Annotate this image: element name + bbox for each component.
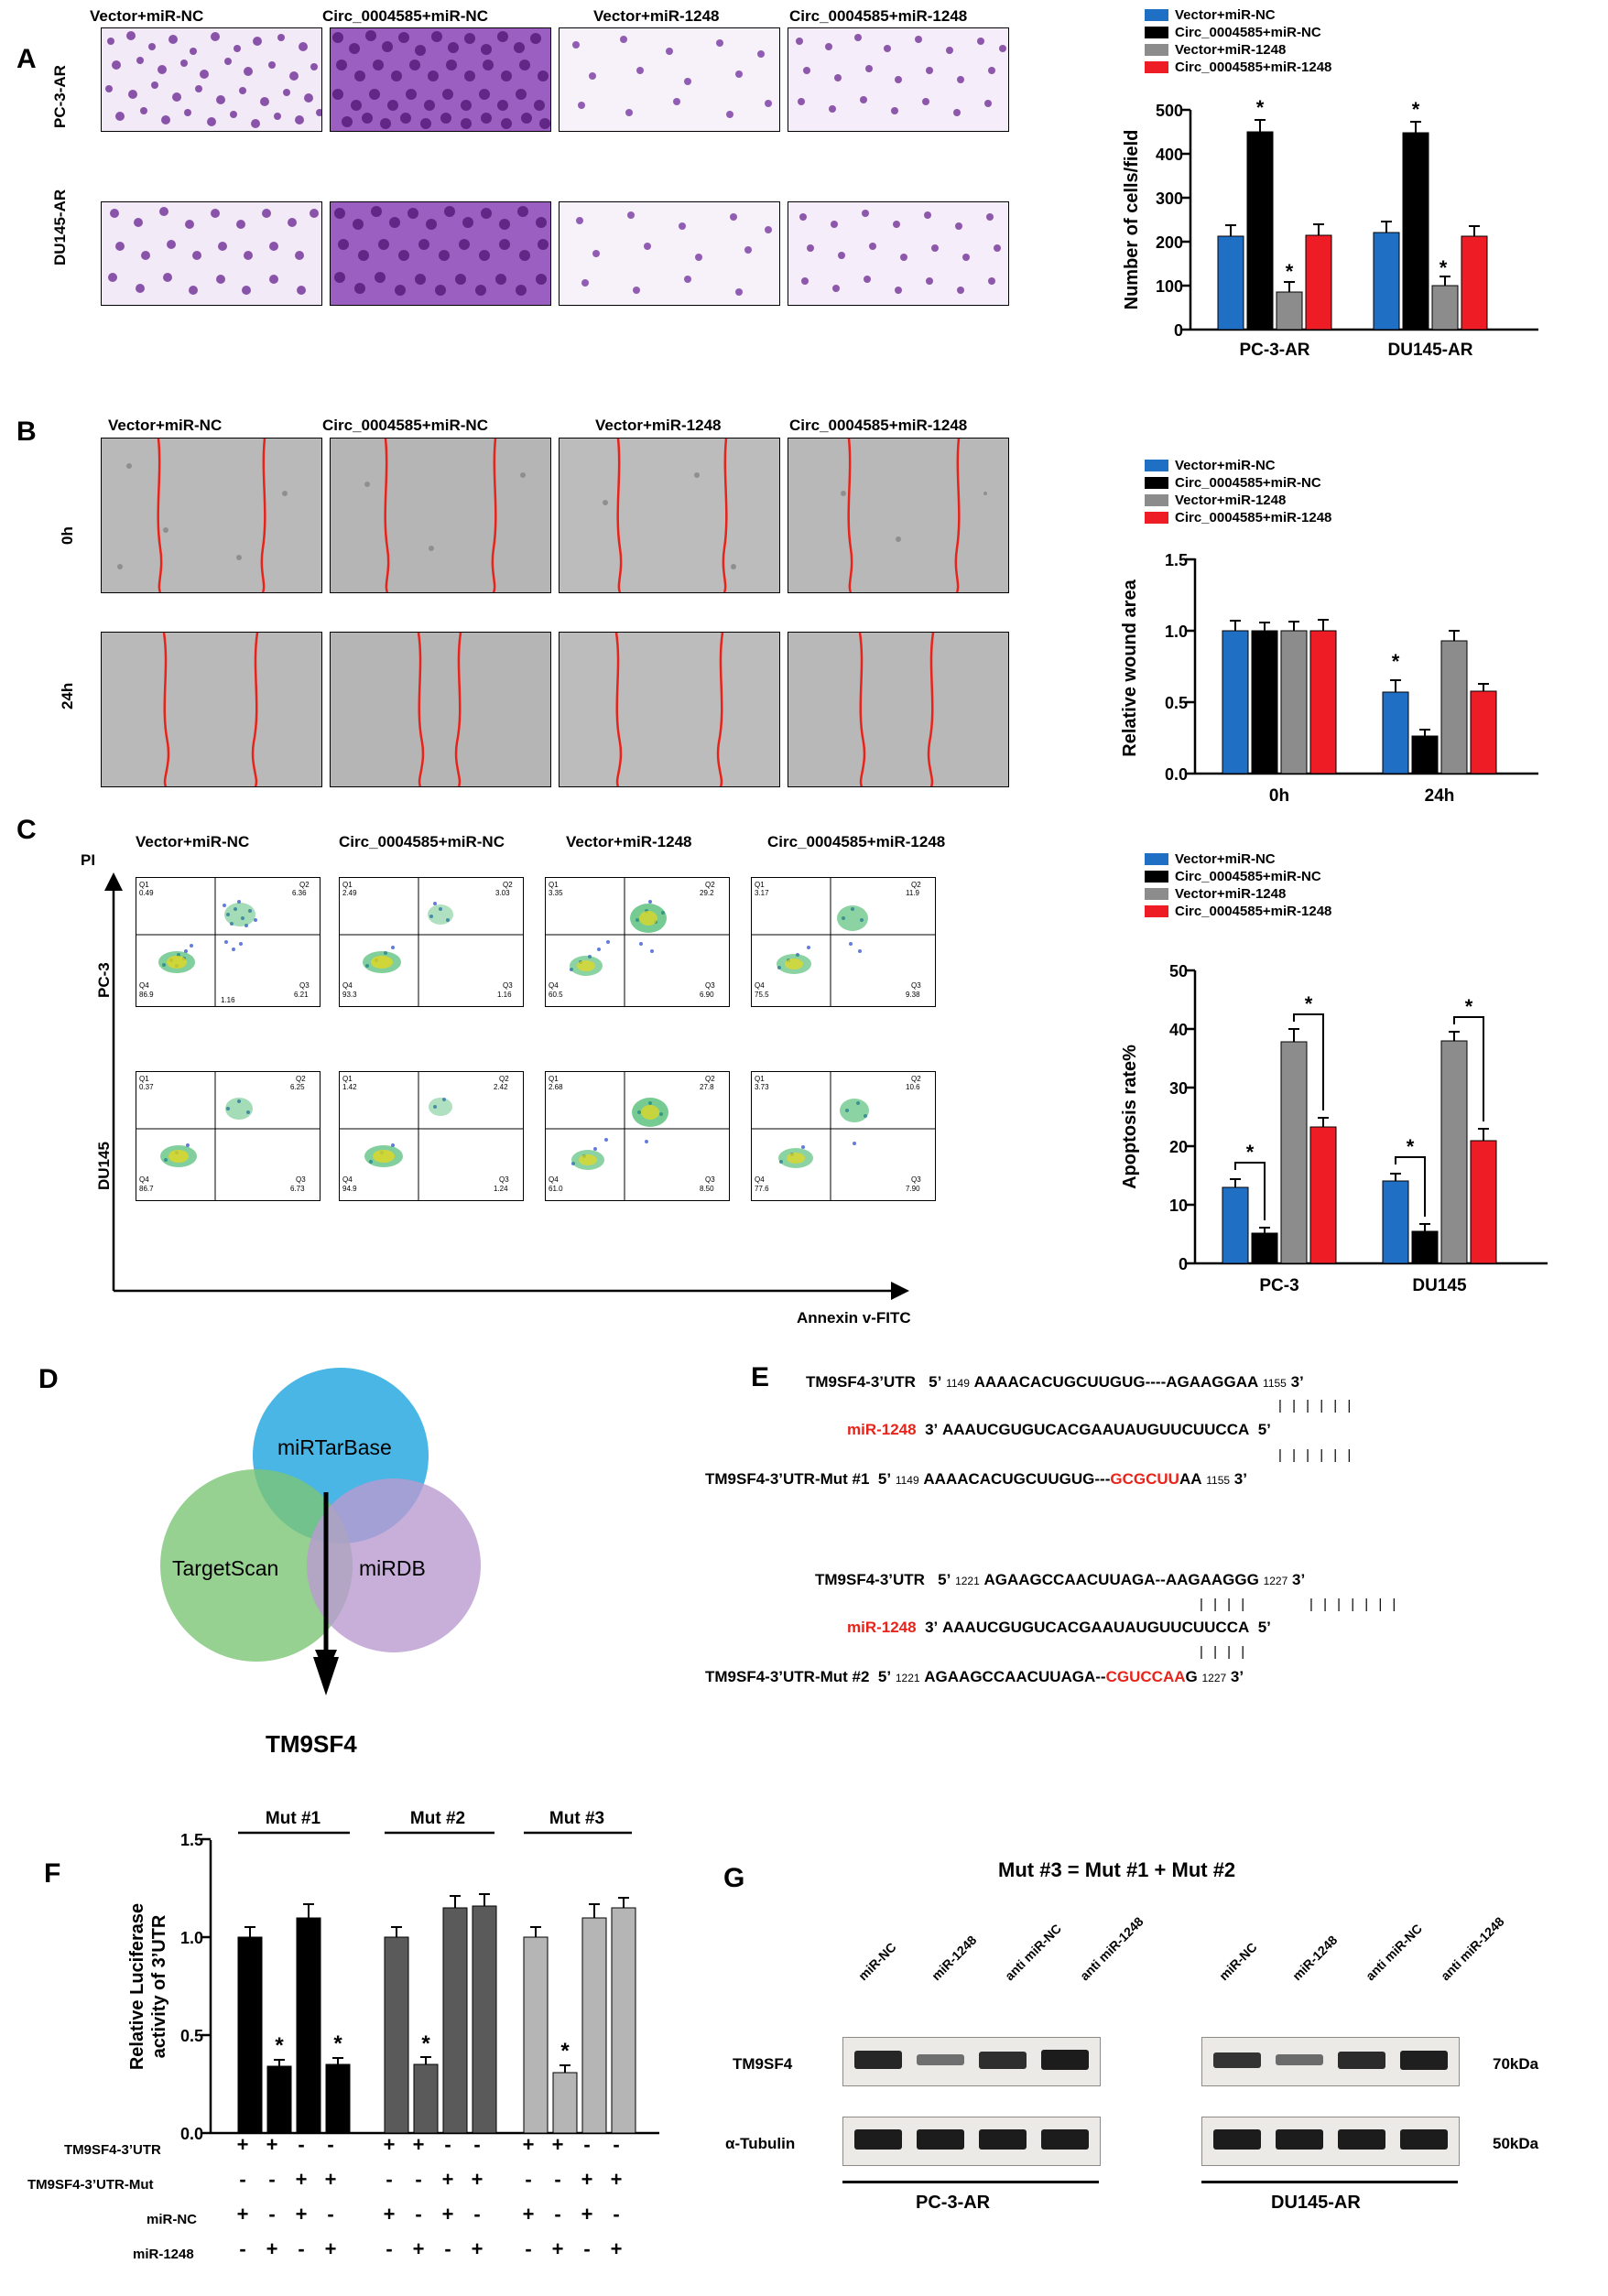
svg-text:*: * <box>275 2033 284 2058</box>
svg-text:Relative wound area: Relative wound area <box>1120 579 1140 757</box>
panelC-col-label-3: Vector+miR-1248 <box>566 833 692 850</box>
svg-text:-: - <box>525 2237 532 2260</box>
panelC-legend <box>1145 851 1331 921</box>
svg-text:*: * <box>1304 992 1313 1015</box>
panelA-image-pc3-vector-mir1248 <box>559 27 780 132</box>
svg-text:1.5: 1.5 <box>1164 551 1188 569</box>
svg-text:-: - <box>239 2168 246 2191</box>
svg-text:0: 0 <box>1178 1255 1188 1273</box>
svg-text:400: 400 <box>1155 146 1183 164</box>
svg-text:*: * <box>1464 995 1473 1018</box>
svg-text:8.50: 8.50 <box>700 1185 714 1193</box>
svg-text:+: + <box>551 2133 564 2156</box>
panelB-image-0h-3 <box>559 438 780 593</box>
svg-text:2.49: 2.49 <box>342 889 357 897</box>
svg-text:-: - <box>473 2133 481 2156</box>
panelG-lane-label-left-3: anti miR-NC <box>1002 1921 1064 1984</box>
panelB-image-24h-4 <box>788 632 1009 787</box>
legend-swatch-g1 <box>1145 9 1168 21</box>
svg-text:77.6: 77.6 <box>755 1185 769 1193</box>
svg-text:1.16: 1.16 <box>221 996 235 1004</box>
panelE-pairing-2: | | | | | | <box>1278 1447 1354 1463</box>
svg-text:20: 20 <box>1168 1138 1188 1156</box>
svg-text:+: + <box>551 2237 564 2260</box>
panelA-image-pc3-vector-mirnc <box>101 27 322 132</box>
svg-text:+: + <box>581 2168 593 2191</box>
svg-text:9.38: 9.38 <box>906 991 920 999</box>
svg-text:+: + <box>610 2237 623 2260</box>
svg-text:Q1: Q1 <box>755 1075 765 1083</box>
panel-letter-c: C <box>16 815 37 845</box>
svg-text:*: * <box>1439 256 1448 279</box>
svg-text:61.0: 61.0 <box>549 1185 563 1193</box>
svg-text:*: * <box>1411 98 1420 121</box>
svg-text:+: + <box>266 2237 278 2260</box>
panelC-flow-pc3-4 <box>751 877 936 1007</box>
legend-label-g3: Vector+miR-1248 <box>1175 42 1287 58</box>
legend-label-g1: Vector+miR-NC <box>1175 851 1276 867</box>
legend-swatch-g2 <box>1145 27 1168 38</box>
svg-text:Q1: Q1 <box>755 881 765 889</box>
panelC-col-label-1: Vector+miR-NC <box>136 833 250 850</box>
svg-text:+: + <box>522 2133 535 2156</box>
svg-text:activity of 3’UTR: activity of 3’UTR <box>149 1914 169 2059</box>
svg-text:*: * <box>333 2031 342 2056</box>
svg-text:-: - <box>525 2168 532 2191</box>
panelC-flow-pc3-1 <box>136 877 321 1007</box>
panelE-pairing-1: | | | | | | <box>1278 1398 1354 1413</box>
panelC-col-label-2: Circ_0004585+miR-NC <box>339 833 505 850</box>
panelG-lane-label-left-2: miR-1248 <box>929 1932 980 1984</box>
svg-text:-: - <box>298 2133 305 2156</box>
panelG-lane-label-right-3: anti miR-NC <box>1363 1921 1425 1984</box>
svg-text:-: - <box>298 2237 305 2260</box>
panelB-image-0h-1 <box>101 438 322 593</box>
svg-text:1.16: 1.16 <box>497 991 512 999</box>
legend-swatch-g3 <box>1145 494 1168 506</box>
svg-text:10: 10 <box>1168 1197 1188 1215</box>
svg-text:+: + <box>324 2168 337 2191</box>
svg-text:+: + <box>441 2168 454 2191</box>
svg-text:Q2: Q2 <box>911 881 921 889</box>
svg-text:Q3: Q3 <box>911 981 921 990</box>
panelA-image-pc3-circ-mirnc <box>330 27 551 132</box>
svg-text:Q4: Q4 <box>139 981 149 990</box>
panelA-row-label-2: DU145-AR <box>51 189 69 265</box>
panelF-row-label-3: miR-NC <box>147 2212 197 2227</box>
panelD-venn <box>101 1355 540 1744</box>
svg-text:94.9: 94.9 <box>342 1185 357 1193</box>
svg-text:Q4: Q4 <box>139 1175 149 1184</box>
panelE-row-mut2: TM9SF4-3’UTR-Mut #2 5’ 1221 AGAAGCCAACUUAGA--CGUCCAAG 1227 3’ <box>705 1668 1244 1685</box>
panelC-row-label-pc3: PC-3 <box>95 962 113 998</box>
svg-text:Q3: Q3 <box>503 981 513 990</box>
panelA-image-pc3-circ-mir1248 <box>788 27 1009 132</box>
panelE-row-utr-1: TM9SF4-3’UTR 5’ 1149 AAAACACUGCUUGUG----AGAAGGAA 1155 3’ <box>806 1373 1304 1391</box>
svg-text:Q3: Q3 <box>299 981 310 990</box>
svg-text:Q2: Q2 <box>503 881 513 889</box>
svg-text:Mut #2: Mut #2 <box>409 1809 466 1828</box>
svg-text:Q2: Q2 <box>296 1075 306 1083</box>
panelD-result-label: TM9SF4 <box>266 1730 357 1758</box>
panelC-axis-y-label: PI <box>81 851 96 869</box>
panelB-image-24h-2 <box>330 632 551 787</box>
panelC-bar-chart <box>1081 934 1593 1305</box>
legend-swatch-g4 <box>1145 512 1168 524</box>
svg-text:Q4: Q4 <box>342 981 353 990</box>
svg-text:Q4: Q4 <box>755 981 765 990</box>
panelG-blot-tm9sf4-left <box>842 2037 1101 2086</box>
panelG-lane-label-left-1: miR-NC <box>855 1939 899 1984</box>
panelE-row-utr-2: TM9SF4-3’UTR 5’ 1221 AGAAGCCAACUUAGA--AAGAAGGG 1227 3’ <box>815 1571 1306 1588</box>
svg-text:2.42: 2.42 <box>494 1083 508 1091</box>
legend-label-g2: Circ_0004585+miR-NC <box>1175 869 1321 884</box>
panelG-underline-right <box>1201 2181 1458 2183</box>
svg-text:Mut #1: Mut #1 <box>265 1809 321 1828</box>
svg-text:6.36: 6.36 <box>292 889 307 897</box>
svg-text:Q2: Q2 <box>299 881 310 889</box>
panel-letter-a: A <box>16 44 37 74</box>
svg-text:Q3: Q3 <box>296 1175 306 1184</box>
panelC-axis-x-label: Annexin v-FITC <box>797 1309 911 1327</box>
svg-text:7.90: 7.90 <box>906 1185 920 1193</box>
svg-text:Q4: Q4 <box>342 1175 353 1184</box>
svg-text:-: - <box>554 2203 561 2226</box>
panelG-lane-label-left-4: anti miR-1248 <box>1077 1913 1146 1984</box>
svg-text:Q2: Q2 <box>705 881 715 889</box>
panelA-image-du145-vector-mirnc <box>101 201 322 306</box>
svg-text:-: - <box>268 2168 276 2191</box>
panel-letter-g: G <box>723 1863 745 1893</box>
panelG-mw-50: 50kDa <box>1493 2135 1539 2152</box>
svg-text:Q2: Q2 <box>499 1075 509 1083</box>
panel-letter-e: E <box>751 1362 770 1392</box>
panelG-blot-tubulin-left <box>842 2117 1101 2166</box>
svg-text:10.6: 10.6 <box>906 1083 920 1091</box>
svg-text:Q3: Q3 <box>705 981 715 990</box>
panelD-set-targetscan: TargetScan <box>172 1556 279 1580</box>
panelA-row-label-1: PC-3-AR <box>51 65 69 128</box>
panelG-title: Mut #3 = Mut #1 + Mut #2 <box>998 1858 1236 1881</box>
panelB-image-0h-2 <box>330 438 551 593</box>
svg-text:-: - <box>415 2203 422 2226</box>
panelG-protein-label-tm9sf4: TM9SF4 <box>733 2055 793 2073</box>
svg-text:2.68: 2.68 <box>549 1083 563 1091</box>
panelC-flow-du145-2 <box>339 1071 524 1201</box>
legend-label-g1: Vector+miR-NC <box>1175 458 1276 473</box>
panelA-image-du145-vector-mir1248 <box>559 201 780 306</box>
legend-label-g2: Circ_0004585+miR-NC <box>1175 475 1321 491</box>
panelC-flow-pc3-3 <box>545 877 730 1007</box>
svg-text:0.0: 0.0 <box>179 2125 203 2143</box>
svg-text:*: * <box>1406 1135 1415 1158</box>
panelA-image-du145-circ-mir1248 <box>788 201 1009 306</box>
panelG-underline-left <box>842 2181 1099 2183</box>
svg-text:-: - <box>386 2168 393 2191</box>
svg-text:+: + <box>324 2237 337 2260</box>
svg-text:Q2: Q2 <box>705 1075 715 1083</box>
svg-text:Apoptosis rate%: Apoptosis rate% <box>1120 1045 1140 1189</box>
panelA-col-label-3: Vector+miR-1248 <box>593 7 720 25</box>
panel-letter-d: D <box>38 1364 59 1394</box>
panelB-col-label-1: Vector+miR-NC <box>108 417 223 434</box>
svg-text:*: * <box>1391 650 1400 673</box>
svg-text:0.5: 0.5 <box>179 2027 203 2045</box>
legend-swatch-g1 <box>1145 853 1168 865</box>
svg-text:1.0: 1.0 <box>179 1929 203 1947</box>
svg-text:*: * <box>1255 96 1265 119</box>
svg-text:60.5: 60.5 <box>549 991 563 999</box>
svg-text:0.37: 0.37 <box>139 1083 154 1091</box>
svg-text:3.73: 3.73 <box>755 1083 769 1091</box>
svg-text:-: - <box>327 2133 334 2156</box>
panelB-row-label-0h: 0h <box>59 526 76 545</box>
panelE-row-mir-1: miR-1248 3’ AAAUCGUGUCACGAAUAUGUUCUUCCA 5’ <box>847 1421 1271 1438</box>
panelB-image-24h-3 <box>559 632 780 787</box>
svg-text:Relative Luciferase: Relative Luciferase <box>127 1902 147 2071</box>
panelG-lane-label-right-1: miR-NC <box>1216 1939 1260 1984</box>
svg-text:Number of cells/field: Number of cells/field <box>1122 129 1142 310</box>
panelA-image-du145-circ-mirnc <box>330 201 551 306</box>
panelA-bar-chart <box>1081 92 1593 398</box>
svg-text:50: 50 <box>1168 962 1188 980</box>
legend-swatch-g4 <box>1145 61 1168 73</box>
svg-text:3.03: 3.03 <box>495 889 510 897</box>
svg-text:86.9: 86.9 <box>139 991 154 999</box>
svg-text:0: 0 <box>1173 321 1183 340</box>
legend-swatch-g2 <box>1145 477 1168 489</box>
legend-swatch-g3 <box>1145 44 1168 56</box>
svg-text:+: + <box>236 2133 249 2156</box>
svg-text:+: + <box>581 2203 593 2226</box>
svg-text:86.7: 86.7 <box>139 1185 154 1193</box>
svg-text:3.35: 3.35 <box>549 889 563 897</box>
legend-label-g3: Vector+miR-1248 <box>1175 493 1287 508</box>
svg-text:+: + <box>471 2168 483 2191</box>
panelD-set-mirtarbase: miRTarBase <box>277 1435 392 1459</box>
svg-text:93.3: 93.3 <box>342 991 357 999</box>
panelG-blot-tm9sf4-right <box>1201 2037 1460 2086</box>
svg-text:6.73: 6.73 <box>290 1185 305 1193</box>
svg-text:6.21: 6.21 <box>294 991 309 999</box>
svg-text:+: + <box>236 2203 249 2226</box>
svg-text:200: 200 <box>1155 233 1183 252</box>
svg-text:Q3: Q3 <box>499 1175 509 1184</box>
panelG-cellline-right: DU145-AR <box>1271 2193 1361 2213</box>
svg-text:DU145: DU145 <box>1412 1276 1467 1295</box>
svg-text:Q3: Q3 <box>911 1175 921 1184</box>
panelD-set-mirdb: miRDB <box>359 1556 426 1580</box>
panelE-pairing-5: | | | | <box>1200 1644 1248 1660</box>
svg-text:+: + <box>412 2237 425 2260</box>
svg-text:0.0: 0.0 <box>1164 765 1188 784</box>
svg-text:+: + <box>266 2133 278 2156</box>
svg-text:0.49: 0.49 <box>139 889 154 897</box>
legend-label-g4: Circ_0004585+miR-1248 <box>1175 60 1332 75</box>
panelA-col-label-4: Circ_0004585+miR-1248 <box>789 7 968 25</box>
svg-text:6.25: 6.25 <box>290 1083 305 1091</box>
svg-text:0.5: 0.5 <box>1164 694 1188 712</box>
panelB-legend <box>1145 458 1331 527</box>
svg-text:PC-3-AR: PC-3-AR <box>1239 341 1310 360</box>
svg-text:+: + <box>295 2203 308 2226</box>
legend-label-g3: Vector+miR-1248 <box>1175 886 1287 902</box>
panelG-mw-70: 70kDa <box>1493 2055 1539 2073</box>
panelF-row-label-4: miR-1248 <box>133 2247 194 2262</box>
svg-text:30: 30 <box>1168 1079 1188 1098</box>
svg-text:40: 40 <box>1168 1021 1188 1039</box>
legend-swatch-g4 <box>1145 905 1168 917</box>
svg-text:*: * <box>1245 1141 1255 1164</box>
panelG-protein-label-tubulin: α-Tubulin <box>725 2135 796 2152</box>
svg-text:Q1: Q1 <box>139 1075 149 1083</box>
panelC-flow-du145-4 <box>751 1071 936 1201</box>
svg-text:27.8: 27.8 <box>700 1083 714 1091</box>
legend-label-g4: Circ_0004585+miR-1248 <box>1175 510 1332 525</box>
panelC-col-label-4: Circ_0004585+miR-1248 <box>767 833 946 850</box>
panelB-image-24h-1 <box>101 632 322 787</box>
panelC-flow-du145-3 <box>545 1071 730 1201</box>
svg-text:Q4: Q4 <box>755 1175 765 1184</box>
panelB-image-0h-4 <box>788 438 1009 593</box>
svg-text:-: - <box>613 2133 620 2156</box>
svg-text:11.9: 11.9 <box>906 889 919 897</box>
panel-letter-b: B <box>16 417 37 447</box>
svg-text:-: - <box>386 2237 393 2260</box>
svg-text:*: * <box>1285 260 1294 283</box>
svg-text:PC-3: PC-3 <box>1259 1276 1299 1295</box>
svg-text:+: + <box>383 2203 396 2226</box>
legend-swatch-g2 <box>1145 871 1168 883</box>
svg-text:*: * <box>421 2031 430 2056</box>
svg-text:DU145-AR: DU145-AR <box>1387 341 1473 360</box>
svg-text:-: - <box>239 2237 246 2260</box>
svg-text:-: - <box>327 2203 334 2226</box>
svg-text:3.17: 3.17 <box>755 889 769 897</box>
panelF-row-label-1: TM9SF4-3’UTR <box>64 2142 161 2158</box>
svg-text:*: * <box>560 2039 570 2063</box>
legend-swatch-g1 <box>1145 460 1168 471</box>
svg-text:+: + <box>610 2168 623 2191</box>
panelA-col-label-1: Vector+miR-NC <box>90 7 204 25</box>
legend-swatch-g3 <box>1145 888 1168 900</box>
panelG-blot-tubulin-right <box>1201 2117 1460 2166</box>
panelC-flow-du145-1 <box>136 1071 321 1201</box>
panelG-lane-label-right-2: miR-1248 <box>1289 1932 1341 1984</box>
panelE-row-mut1: TM9SF4-3’UTR-Mut #1 5’ 1149 AAAACACUGCUUGUG---GCGCUUAA 1155 3’ <box>705 1470 1247 1488</box>
svg-text:Q4: Q4 <box>549 1175 559 1184</box>
svg-text:Q1: Q1 <box>549 1075 559 1083</box>
panelA-legend <box>1145 7 1331 77</box>
svg-text:-: - <box>473 2203 481 2226</box>
panel-letter-f: F <box>44 1858 61 1889</box>
panelG-lane-label-right-4: anti miR-1248 <box>1438 1913 1507 1984</box>
svg-text:Q1: Q1 <box>139 881 149 889</box>
svg-text:-: - <box>613 2203 620 2226</box>
svg-text:+: + <box>383 2133 396 2156</box>
svg-text:-: - <box>268 2203 276 2226</box>
panelC-flow-pc3-2 <box>339 877 524 1007</box>
svg-text:6.90: 6.90 <box>700 991 714 999</box>
svg-text:+: + <box>295 2168 308 2191</box>
svg-text:Q3: Q3 <box>705 1175 715 1184</box>
svg-text:+: + <box>471 2237 483 2260</box>
panelC-row-label-du145: DU145 <box>95 1142 113 1190</box>
svg-text:+: + <box>522 2203 535 2226</box>
svg-text:-: - <box>444 2133 451 2156</box>
svg-text:+: + <box>441 2203 454 2226</box>
svg-text:300: 300 <box>1155 190 1183 208</box>
svg-text:-: - <box>583 2237 591 2260</box>
legend-label-g2: Circ_0004585+miR-NC <box>1175 25 1321 40</box>
svg-text:0h: 0h <box>1268 786 1290 806</box>
svg-text:+: + <box>412 2133 425 2156</box>
svg-text:Q1: Q1 <box>342 881 353 889</box>
panelB-col-label-3: Vector+miR-1248 <box>595 417 722 434</box>
panelE-pairing-3: | | | | <box>1200 1597 1248 1612</box>
panelB-bar-chart <box>1081 540 1593 847</box>
panelB-col-label-4: Circ_0004585+miR-1248 <box>789 417 968 434</box>
panelA-col-label-2: Circ_0004585+miR-NC <box>322 7 488 25</box>
legend-label-g1: Vector+miR-NC <box>1175 7 1276 23</box>
svg-text:29.2: 29.2 <box>700 889 714 897</box>
panelE-row-mir-2: miR-1248 3’ AAAUCGUGUCACGAAUAUGUUCUUCCA 5’ <box>847 1619 1271 1636</box>
svg-text:1.42: 1.42 <box>342 1083 357 1091</box>
svg-text:1.5: 1.5 <box>179 1831 203 1849</box>
svg-text:500: 500 <box>1155 102 1183 120</box>
svg-text:-: - <box>444 2237 451 2260</box>
panelB-row-label-24h: 24h <box>59 682 76 709</box>
svg-text:100: 100 <box>1155 277 1183 296</box>
svg-text:1.0: 1.0 <box>1164 623 1188 641</box>
svg-text:Q4: Q4 <box>549 981 559 990</box>
svg-text:1.24: 1.24 <box>494 1185 508 1193</box>
svg-text:-: - <box>583 2133 591 2156</box>
panelE-pairing-4: | | | | | | | <box>1309 1597 1399 1612</box>
svg-text:75.5: 75.5 <box>755 991 769 999</box>
panelG-cellline-left: PC-3-AR <box>916 2193 991 2213</box>
svg-text:-: - <box>554 2168 561 2191</box>
svg-text:Mut #3: Mut #3 <box>549 1809 605 1828</box>
panelB-col-label-2: Circ_0004585+miR-NC <box>322 417 488 434</box>
panelF-row-label-2: TM9SF4-3’UTR-Mut <box>27 2177 154 2193</box>
svg-text:-: - <box>415 2168 422 2191</box>
svg-text:Q1: Q1 <box>342 1075 353 1083</box>
svg-text:24h: 24h <box>1424 786 1455 806</box>
svg-text:Q1: Q1 <box>549 881 559 889</box>
legend-label-g4: Circ_0004585+miR-1248 <box>1175 904 1332 919</box>
svg-text:Q2: Q2 <box>911 1075 921 1083</box>
panelF-condition-matrix <box>220 2133 696 2284</box>
